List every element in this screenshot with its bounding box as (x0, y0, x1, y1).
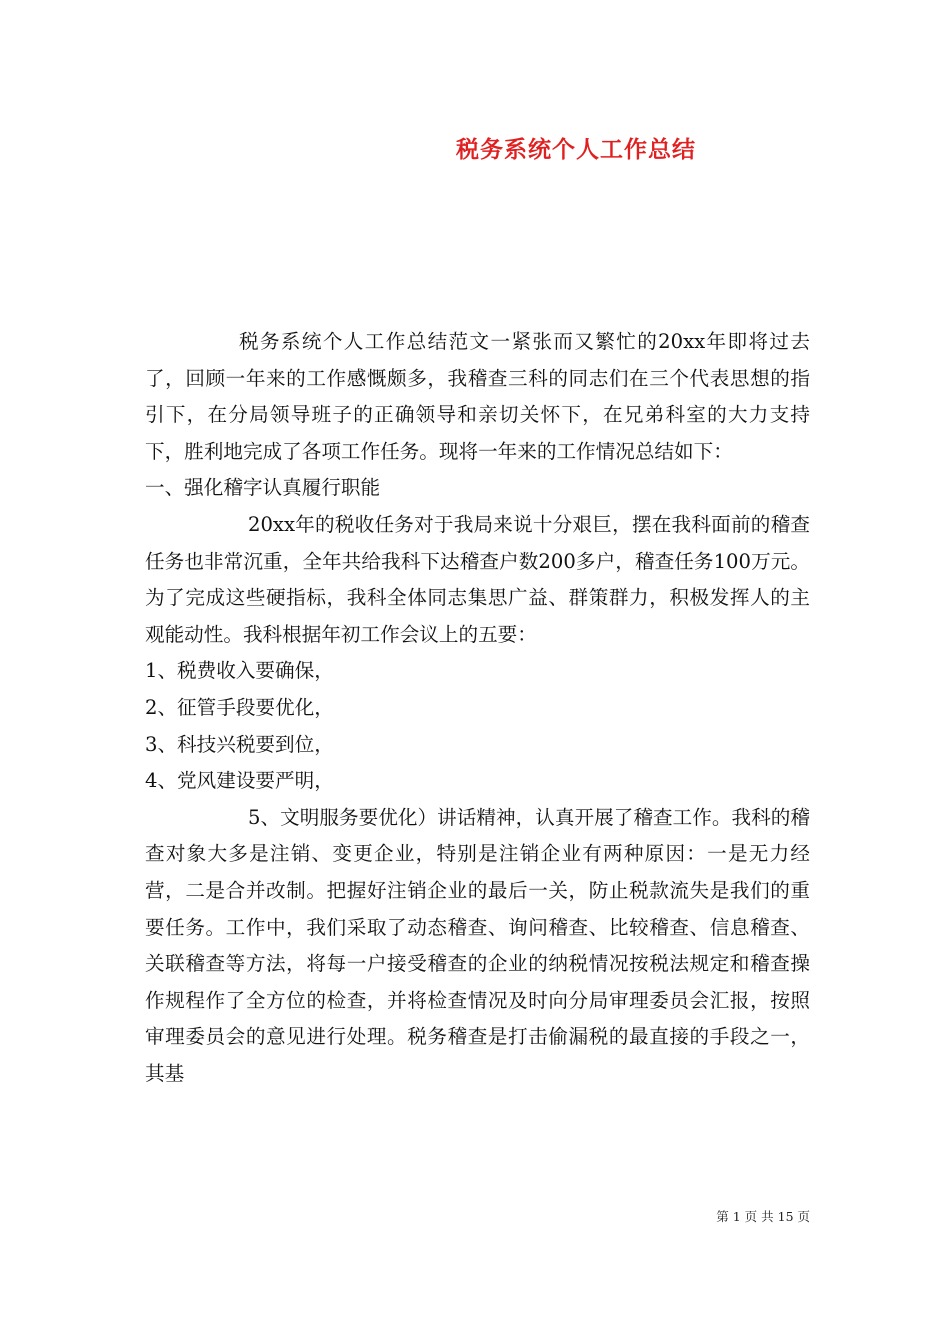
section-heading: 一、强化稽字认真履行职能 (145, 476, 381, 500)
task-paragraph: 20xx年的税收任务对于我局来说十分艰巨，摆在我科面前的稽查任务也非常沉重，全年共给我科下达稽查户数200多户，稽查任务100万元。为了完成这些硬指标，我科全体同志集思广益、群策群力，积极发挥人的主观能动性。我科根据年初工作会议上的五要： (145, 512, 810, 646)
page-footer: 第 1 页 共 15 页 (716, 1209, 810, 1224)
list-item: 4、党风建设要严明， (145, 769, 334, 793)
list-item: 3、科技兴税要到位， (145, 732, 334, 756)
list-item: 1、税费收入要确保， (145, 659, 334, 683)
closing-paragraph: 5、文明服务要优化）讲话精神，认真开展了稽查工作。我科的稽查对象大多是注销、变更企业，特别是注销企业有两种原因：一是无力经营，二是合并改制。把握好注销企业的最后一关，防止税款流失是我们的重要任务。工作中，我们采取了动态稽查、询问稽查、比较稽查、信息稽查、关联稽查等方法，将每一户接受稽查的企业的纳税情况按税法规定和稽查操作规程作了全方位的检查，并将检查情况及时向分局审理委员会汇报，按照审理委员会的意见进行处理。税务稽查是打击偷漏税的最直接的手段之一，其基 (145, 805, 810, 1085)
document-body (145, 324, 810, 1092)
document-title: 税务系统个人工作总结 (456, 136, 696, 163)
intro-paragraph: 税务系统个人工作总结范文一紧张而又繁忙的20xx年即将过去了，回顾一年来的工作感慨颇多，我稽查三科的同志们在三个代表思想的指引下，在分局领导班子的正确领导和亲切关怀下，在兄弟科室的大力支持下，胜利地完成了各项工作任务。现将一年来的工作情况总结如下： (145, 330, 810, 463)
list-item: 2、征管手段要优化， (145, 695, 334, 719)
